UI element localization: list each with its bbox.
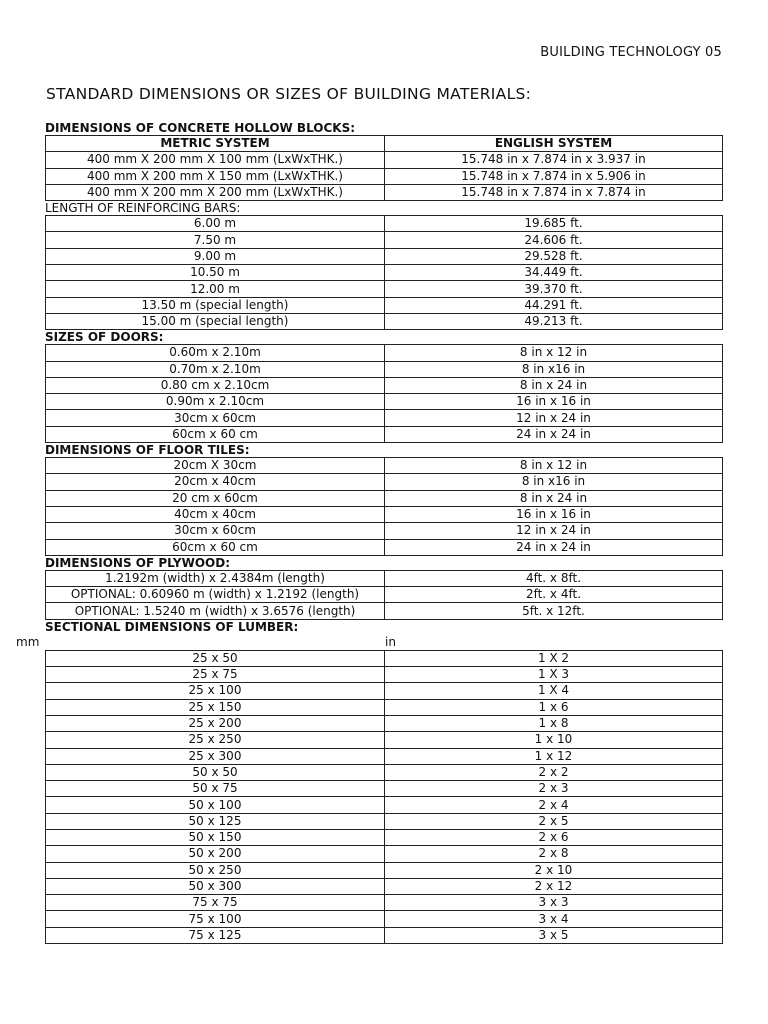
metric-cell: 60cm x 60 cm <box>46 426 385 442</box>
table-row <box>46 813 723 829</box>
english-cell: 12 in x 24 in <box>385 523 723 539</box>
metric-cell: 50 x 50 <box>46 764 385 780</box>
english-cell: 4ft. x 8ft. <box>385 570 723 586</box>
english-cell: 8 in x 24 in <box>385 377 723 393</box>
table-row <box>46 797 723 813</box>
table-row <box>46 927 723 943</box>
table-row <box>46 506 723 522</box>
table-row <box>46 184 723 200</box>
english-cell: 3 x 4 <box>385 911 723 927</box>
table-row <box>46 426 723 442</box>
page-title: STANDARD DIMENSIONS OR SIZES OF BUILDING MATERIALS: <box>46 85 532 103</box>
plywood-rows <box>46 570 723 619</box>
table-row <box>46 829 723 845</box>
section-label-plywood: DIMENSIONS OF PLYWOOD: <box>45 555 231 570</box>
metric-cell: 12.00 m <box>46 281 385 297</box>
floor-tiles-table <box>45 457 723 556</box>
page-header: BUILDING TECHNOLOGY 05 <box>540 45 722 60</box>
english-cell: 19.685 ft. <box>385 216 723 232</box>
english-cell: 24 in x 24 in <box>385 539 723 555</box>
doors-rows <box>46 345 723 443</box>
table-row <box>46 587 723 603</box>
english-cell: 2 x 2 <box>385 764 723 780</box>
table-row <box>46 715 723 731</box>
metric-cell: 400 mm X 200 mm X 150 mm (LxWxTHK.) <box>46 168 385 184</box>
table-row <box>46 216 723 232</box>
table-row <box>46 667 723 683</box>
table-row <box>46 490 723 506</box>
english-cell: 24.606 ft. <box>385 232 723 248</box>
english-cell: 8 in x 12 in <box>385 345 723 361</box>
metric-cell: 60cm x 60 cm <box>46 539 385 555</box>
metric-cell: 25 x 250 <box>46 732 385 748</box>
metric-cell: 50 x 200 <box>46 846 385 862</box>
english-cell: 2 x 5 <box>385 813 723 829</box>
metric-cell: 50 x 75 <box>46 781 385 797</box>
english-cell: 2 x 8 <box>385 846 723 862</box>
metric-cell: 9.00 m <box>46 248 385 264</box>
metric-cell: 30cm x 60cm <box>46 523 385 539</box>
english-cell: 1 x 6 <box>385 699 723 715</box>
english-cell: 5ft. x 12ft. <box>385 603 723 619</box>
metric-cell: 20 cm x 60cm <box>46 490 385 506</box>
metric-cell: OPTIONAL: 1.5240 m (width) x 3.6576 (length) <box>46 603 385 619</box>
metric-cell: 25 x 100 <box>46 683 385 699</box>
table-row <box>46 168 723 184</box>
metric-cell: 25 x 150 <box>46 699 385 715</box>
metric-cell: OPTIONAL: 0.60960 m (width) x 1.2192 (length) <box>46 587 385 603</box>
table-row <box>46 345 723 361</box>
table-row <box>46 281 723 297</box>
metric-cell: 10.50 m <box>46 265 385 281</box>
english-cell: 15.748 in x 7.874 in x 5.906 in <box>385 168 723 184</box>
metric-cell: 6.00 m <box>46 216 385 232</box>
metric-cell: 50 x 150 <box>46 829 385 845</box>
english-cell: 1 x 12 <box>385 748 723 764</box>
table-row <box>46 764 723 780</box>
column-header-metric: METRIC SYSTEM <box>46 136 385 152</box>
table-row <box>46 862 723 878</box>
unit-label-mm: mm <box>16 634 40 649</box>
english-cell: 39.370 ft. <box>385 281 723 297</box>
english-cell: 12 in x 24 in <box>385 410 723 426</box>
table-row <box>46 748 723 764</box>
english-cell: 3 x 3 <box>385 895 723 911</box>
metric-cell: 50 x 100 <box>46 797 385 813</box>
english-cell: 8 in x16 in <box>385 474 723 490</box>
table-row <box>46 878 723 894</box>
section-label-doors: SIZES OF DOORS: <box>45 330 164 345</box>
english-cell: 1 X 3 <box>385 667 723 683</box>
document-body <box>16 121 723 944</box>
metric-cell: 50 x 300 <box>46 878 385 894</box>
metric-cell: 25 x 50 <box>46 650 385 666</box>
table-row <box>46 732 723 748</box>
table-row <box>46 361 723 377</box>
table-row <box>46 265 723 281</box>
table-row <box>46 699 723 715</box>
english-cell: 15.748 in x 7.874 in x 3.937 in <box>385 152 723 168</box>
english-cell: 16 in x 16 in <box>385 394 723 410</box>
table-row <box>46 458 723 474</box>
english-cell: 2 x 4 <box>385 797 723 813</box>
english-cell: 29.528 ft. <box>385 248 723 264</box>
unit-label-in: in <box>385 634 396 649</box>
table-row <box>46 232 723 248</box>
lumber-units-row <box>16 634 723 650</box>
table-row <box>46 846 723 862</box>
metric-cell: 25 x 300 <box>46 748 385 764</box>
english-cell: 1 x 10 <box>385 732 723 748</box>
metric-cell: 75 x 125 <box>46 927 385 943</box>
english-cell: 8 in x 12 in <box>385 458 723 474</box>
lumber-table <box>45 650 723 944</box>
section-label-rebars: LENGTH OF REINFORCING BARS: <box>45 201 241 216</box>
table-row <box>46 248 723 264</box>
table-row <box>46 152 723 168</box>
metric-cell: 40cm x 40cm <box>46 506 385 522</box>
section-label-hollow-blocks: DIMENSIONS OF CONCRETE HOLLOW BLOCKS: <box>45 121 356 135</box>
metric-cell: 0.70m x 2.10m <box>46 361 385 377</box>
metric-cell: 50 x 125 <box>46 813 385 829</box>
table-header-row <box>46 136 723 152</box>
english-cell: 2 x 6 <box>385 829 723 845</box>
doors-table <box>45 344 723 443</box>
hollow-blocks-rows <box>46 152 723 201</box>
column-header-english: ENGLISH SYSTEM <box>385 136 723 152</box>
table-row <box>46 474 723 490</box>
english-cell: 1 X 4 <box>385 683 723 699</box>
metric-cell: 400 mm X 200 mm X 200 mm (LxWxTHK.) <box>46 184 385 200</box>
english-cell: 15.748 in x 7.874 in x 7.874 in <box>385 184 723 200</box>
section-label-floor-tiles: DIMENSIONS OF FLOOR TILES: <box>45 443 250 458</box>
table-row <box>46 410 723 426</box>
english-cell: 2 x 3 <box>385 781 723 797</box>
plywood-table <box>45 570 723 620</box>
metric-cell: 400 mm X 200 mm X 100 mm (LxWxTHK.) <box>46 152 385 168</box>
metric-cell: 30cm x 60cm <box>46 410 385 426</box>
metric-cell: 7.50 m <box>46 232 385 248</box>
metric-cell: 0.60m x 2.10m <box>46 345 385 361</box>
table-row <box>46 911 723 927</box>
table-row <box>46 523 723 539</box>
metric-cell: 0.90m x 2.10cm <box>46 394 385 410</box>
metric-cell: 20cm x 40cm <box>46 474 385 490</box>
english-cell: 34.449 ft. <box>385 265 723 281</box>
table-row <box>46 650 723 666</box>
table-row <box>46 570 723 586</box>
english-cell: 1 X 2 <box>385 650 723 666</box>
table-row <box>46 297 723 313</box>
english-cell: 3 x 5 <box>385 927 723 943</box>
lumber-rows <box>46 650 723 943</box>
metric-cell: 13.50 m (special length) <box>46 297 385 313</box>
english-cell: 2 x 12 <box>385 878 723 894</box>
table-row <box>46 895 723 911</box>
metric-cell: 1.2192m (width) x 2.4384m (length) <box>46 570 385 586</box>
hollow-blocks-table <box>45 135 723 201</box>
english-cell: 16 in x 16 in <box>385 506 723 522</box>
english-cell: 2 x 10 <box>385 862 723 878</box>
english-cell: 8 in x 24 in <box>385 490 723 506</box>
english-cell: 8 in x16 in <box>385 361 723 377</box>
english-cell: 1 x 8 <box>385 715 723 731</box>
metric-cell: 75 x 75 <box>46 895 385 911</box>
english-cell: 49.213 ft. <box>385 313 723 329</box>
table-row <box>46 539 723 555</box>
rebars-table <box>45 215 723 330</box>
metric-cell: 75 x 100 <box>46 911 385 927</box>
table-row <box>46 394 723 410</box>
section-label-lumber: SECTIONAL DIMENSIONS OF LUMBER: <box>45 619 299 634</box>
english-cell: 44.291 ft. <box>385 297 723 313</box>
metric-cell: 0.80 cm x 2.10cm <box>46 377 385 393</box>
english-cell: 2ft. x 4ft. <box>385 587 723 603</box>
rebars-rows <box>46 216 723 330</box>
metric-cell: 20cm X 30cm <box>46 458 385 474</box>
table-row <box>46 683 723 699</box>
metric-cell: 50 x 250 <box>46 862 385 878</box>
table-row <box>46 377 723 393</box>
english-cell: 24 in x 24 in <box>385 426 723 442</box>
metric-cell: 25 x 200 <box>46 715 385 731</box>
table-row <box>46 781 723 797</box>
metric-cell: 15.00 m (special length) <box>46 313 385 329</box>
table-row <box>46 603 723 619</box>
floor-tiles-rows <box>46 458 723 556</box>
metric-cell: 25 x 75 <box>46 667 385 683</box>
table-row <box>46 313 723 329</box>
